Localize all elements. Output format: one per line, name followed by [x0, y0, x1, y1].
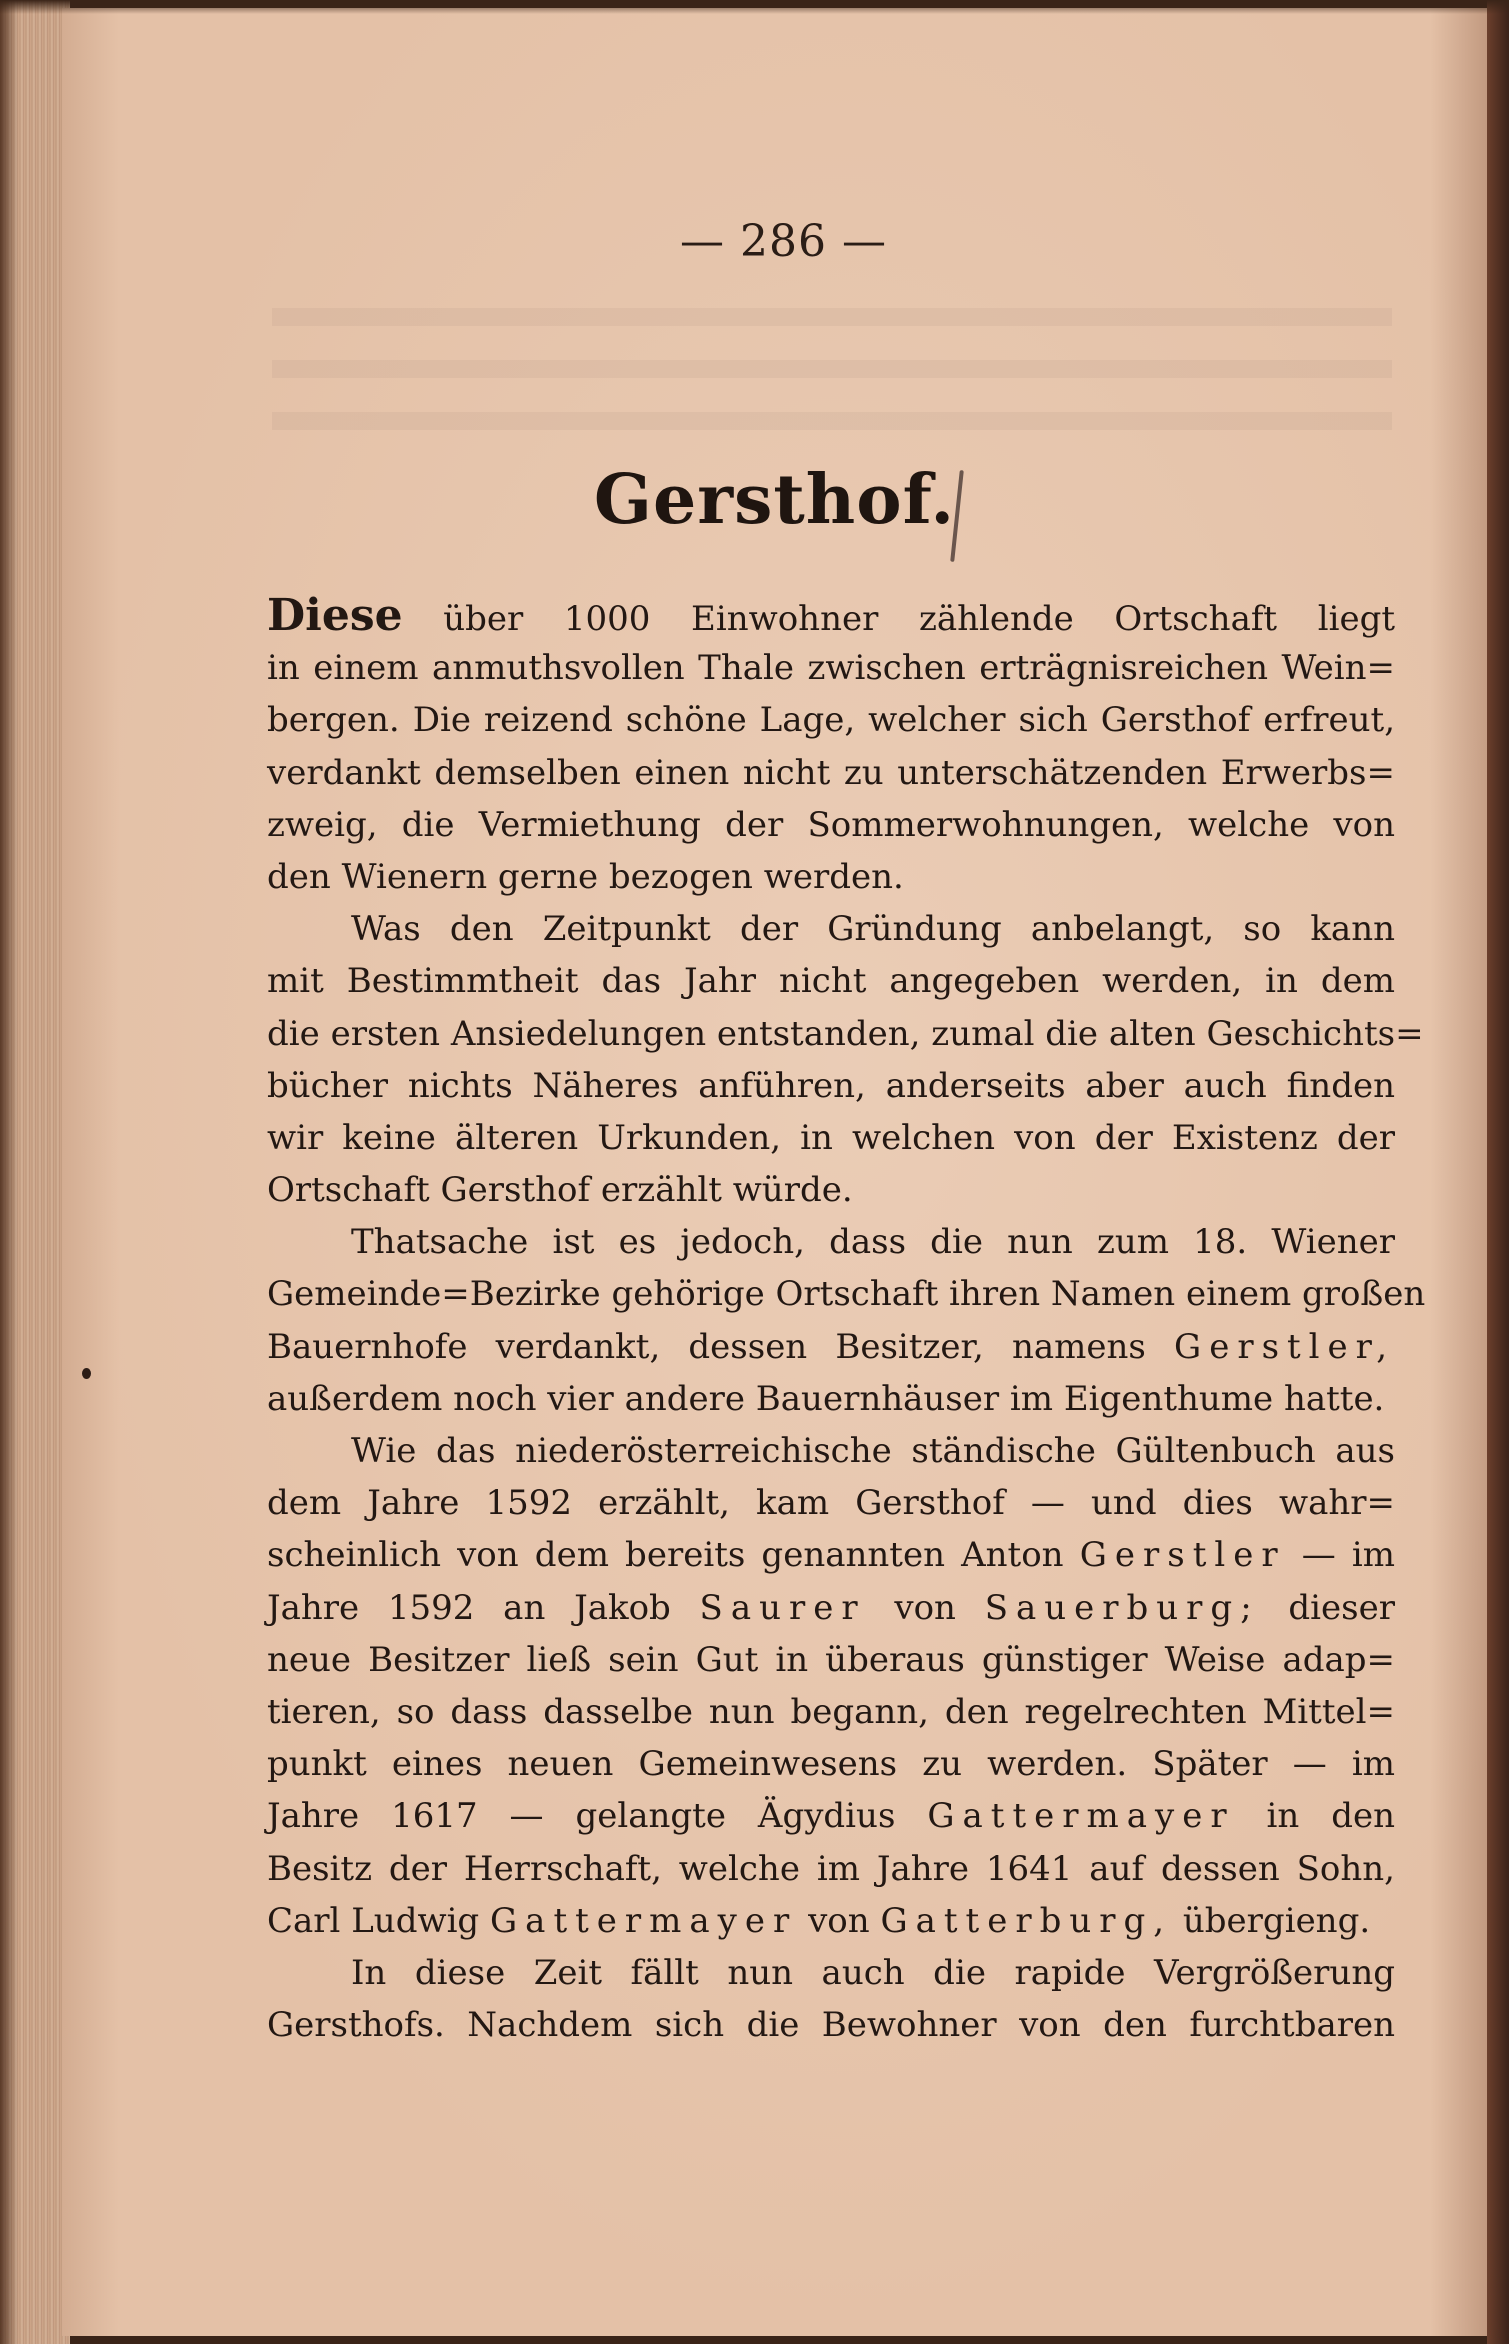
page-sheet	[62, 8, 1487, 2336]
text-line: verdankt demselben einen nicht zu unterschätzenden Erwerbs=	[267, 752, 1395, 793]
text-line: scheinlich von dem bereits genannten Anton Gerstler — im	[267, 1535, 1396, 1576]
spaced-name: Sauerburg;	[984, 1587, 1260, 1628]
ink-speck	[82, 1368, 91, 1379]
text-line: tieren, so dass dasselbe nun begann, den regelrechten Mittel=	[267, 1691, 1395, 1732]
text-line: neue Besitzer ließ sein Gut in überaus günstiger Weise adap=	[267, 1639, 1395, 1680]
text-line: wir keine älteren Urkunden, in welchen von der Existenz der	[267, 1117, 1395, 1158]
drop-cap-word: Diese	[267, 590, 403, 641]
text-line: außerdem noch vier andere Bauernhäuser im Eigenthume hatte.	[267, 1378, 1385, 1419]
top-shadow	[0, 0, 1509, 14]
text-line: zweig, die Vermiethung der Sommerwohnungen, welche von	[267, 804, 1395, 845]
page-number: — 286 —	[680, 216, 887, 267]
text-line: bücher nichts Näheres anführen, anderseits aber auch finden	[267, 1065, 1395, 1106]
spaced-name: Gattermayer	[927, 1796, 1235, 1837]
text-line: Jahre 1617 — gelangte Ägydius Gattermayer in den	[267, 1796, 1395, 1837]
text-line: Was den Zeitpunkt der Gründung anbelangt, so kann	[351, 909, 1395, 950]
text-line: Diese über 1000 Einwohner zählende Ortschaft liegt	[267, 590, 1395, 641]
book-cover-edge	[1487, 0, 1509, 2344]
body-text	[267, 590, 1426, 2051]
text-line: Ortschaft Gersthof erzählt würde.	[267, 1170, 853, 1211]
text-line: In diese Zeit fällt nun auch die rapide Vergrößerung	[351, 1952, 1395, 1993]
spaced-name: Gerstler,	[1174, 1326, 1395, 1367]
text-line: Bauernhofe verdankt, dessen Besitzer, namens Gerstler,	[267, 1326, 1395, 1367]
text-line: Gersthofs. Nachdem sich die Bewohner von den furchtbaren	[267, 2005, 1395, 2046]
text-line: Wie das niederösterreichische ständische Gültenbuch aus	[351, 1431, 1395, 1471]
text-line: Thatsache ist es jedoch, dass die nun zum 18. Wiener	[351, 1222, 1395, 1263]
text-line: Carl Ludwig Gattermayer von Gatterburg, übergieng.	[267, 1900, 1371, 1941]
text-line: in einem anmuthsvollen Thale zwischen erträgnisreichen Wein=	[267, 648, 1395, 689]
bleed-through-text	[272, 308, 1392, 458]
text-line: dem Jahre 1592 erzählt, kam Gersthof — und dies wahr=	[267, 1483, 1395, 1524]
text-line: den Wienern gerne bezogen werden.	[267, 856, 904, 897]
text-line: bergen. Die reizend schöne Lage, welcher sich Gersthof erfreut,	[267, 700, 1395, 741]
text-line: die ersten Ansiedelungen entstanden, zumal die alten Geschichts=	[267, 1013, 1424, 1054]
text-line: mit Bestimmtheit das Jahr nicht angegeben werden, in dem	[267, 961, 1395, 1002]
chapter-title: Gersthof.	[593, 460, 956, 540]
text-line: Besitz der Herrschaft, welche im Jahre 1641 auf dessen Sohn,	[267, 1848, 1395, 1889]
text-line: Gemeinde=Bezirke gehörige Ortschaft ihren Namen einem großen	[267, 1274, 1426, 1315]
book-page-edges	[0, 0, 70, 2344]
text-line: Jahre 1592 an Jakob Saurer von Sauerburg; dieser	[267, 1587, 1395, 1628]
spaced-name: Gerstler	[1079, 1535, 1286, 1576]
spaced-name: Gatterburg,	[880, 1900, 1173, 1941]
text-line: punkt eines neuen Gemeinwesens zu werden. Später — im	[267, 1744, 1395, 1785]
spaced-name: Gattermayer	[490, 1900, 798, 1941]
spaced-name: Saurer	[699, 1587, 866, 1628]
